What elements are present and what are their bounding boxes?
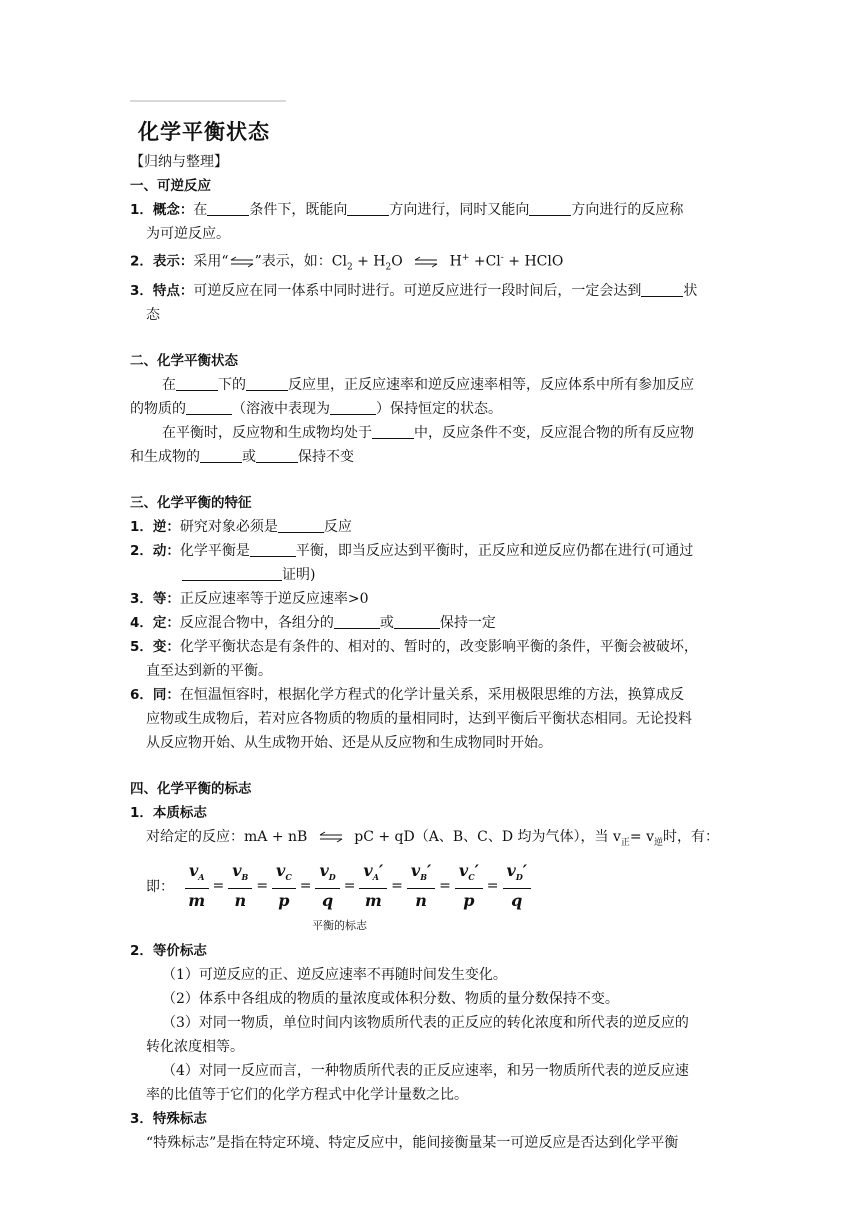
fill-blank bbox=[278, 518, 324, 533]
item-text: 化学平衡状态是有条件的、相对的、暂时的，改变影响平衡的条件，平衡会被破坏， bbox=[179, 639, 698, 656]
item-text: 化学平衡是 bbox=[179, 543, 250, 560]
reaction-text: 时，有： bbox=[663, 829, 719, 846]
equals-sign: = bbox=[299, 878, 312, 895]
s3-item-4 bbox=[130, 611, 735, 635]
equals-sign: = bbox=[486, 878, 499, 895]
rate-fraction bbox=[315, 862, 339, 911]
concept-text-c: 方向进行，同时又能向 bbox=[389, 202, 530, 218]
section-1-heading: 一、可逆反应 bbox=[130, 178, 211, 194]
s4-item-cont: 转化浓度相等。 bbox=[146, 1039, 244, 1056]
s2-text: 下的 bbox=[218, 377, 246, 394]
feature-line-2: 态 bbox=[146, 307, 160, 324]
feature-line bbox=[130, 279, 735, 303]
reaction-text: 对给定的反应：mA + nB bbox=[146, 829, 308, 846]
fill-blank bbox=[176, 376, 218, 391]
fraction-chain bbox=[182, 862, 534, 911]
concept-line bbox=[130, 198, 735, 222]
feat-text-b: 状 bbox=[683, 283, 698, 300]
fill-blank bbox=[641, 282, 683, 297]
s2-para1-line2 bbox=[130, 397, 735, 421]
item-label: 逆： bbox=[152, 519, 180, 536]
repr-label: 表示： bbox=[152, 253, 194, 270]
item-num: 2． bbox=[130, 543, 153, 560]
fill-blank bbox=[347, 201, 389, 216]
equals-sign: = bbox=[439, 878, 451, 895]
s4-reaction-line bbox=[130, 825, 735, 855]
s2-text: 和生成物的 bbox=[130, 449, 200, 466]
repr-text-d: O bbox=[391, 253, 403, 270]
equals-sign: = bbox=[391, 878, 403, 895]
s3-item-5 bbox=[130, 635, 735, 659]
item-num: 4． bbox=[130, 615, 153, 632]
item-text: 反应 bbox=[323, 519, 352, 536]
repr-text-f: +Cl bbox=[469, 253, 501, 270]
item-label: 变： bbox=[152, 639, 180, 656]
concept-text-a: 在 bbox=[193, 202, 208, 218]
s3-item-6 bbox=[130, 683, 735, 707]
feat-num: 3． bbox=[130, 283, 153, 300]
rate-fraction bbox=[455, 862, 483, 911]
rate-ratio-equation bbox=[130, 859, 735, 913]
s2-text: （溶液中表现为 bbox=[232, 401, 330, 418]
reaction-text: = v bbox=[629, 829, 654, 846]
feat-label: 特点： bbox=[152, 283, 194, 300]
repr-text-c: + H bbox=[352, 253, 386, 270]
equals-sign: = bbox=[212, 878, 225, 895]
item-label: 同： bbox=[152, 687, 180, 704]
feat-text-a: 可逆反应在同一体系中同时进行。可逆反应进行一段时间后，一定会达到 bbox=[193, 283, 642, 300]
s2-para2-line1 bbox=[130, 421, 735, 445]
item-text: 研究对象必须是 bbox=[179, 519, 278, 536]
fill-blank bbox=[372, 424, 414, 439]
concept-line-2: 为可逆反应。 bbox=[146, 226, 230, 242]
s3-item-5-cont: 直至达到新的平衡。 bbox=[146, 663, 272, 680]
rate-fraction bbox=[228, 862, 252, 911]
fill-blank bbox=[186, 400, 232, 415]
fill-blank bbox=[200, 448, 242, 463]
repr-text-g: + HClO bbox=[503, 253, 564, 270]
concept-label: 概念： bbox=[152, 202, 194, 218]
fill-blank bbox=[207, 201, 249, 216]
fraction-numerator: $v_D$ bbox=[315, 862, 339, 889]
fraction-denominator: n bbox=[234, 890, 247, 910]
s4-item: （3）对同一物质，单位时间内该物质所代表的正反应的转化浓度和所代表的逆反应的 bbox=[162, 1015, 689, 1032]
fill-blank bbox=[250, 542, 296, 557]
s3-item-6-cont: 应物或生成物后，若对应各物质的物质的量相同时，达到平衡后平衡状态相同。无论投料 bbox=[146, 711, 692, 728]
item-text: 正反应速率等于逆反应速率>0 bbox=[179, 591, 369, 608]
fill-blank bbox=[182, 566, 282, 581]
s2-text: ）保持恒定的状态。 bbox=[376, 401, 502, 418]
repr-num: 2． bbox=[130, 253, 153, 270]
s4-item: （4）对同一反应而言，一种物质所代表的正反应速率，和另一物质所代表的逆反应速 bbox=[162, 1063, 689, 1080]
concept-text-b: 条件下，既能向 bbox=[249, 202, 348, 218]
s2-para2-line2 bbox=[130, 445, 735, 469]
fill-blank bbox=[394, 614, 440, 629]
s2-text: 或 bbox=[242, 449, 256, 466]
title-box bbox=[130, 100, 286, 148]
s4-sub-2-heading: 2．等价标志 bbox=[130, 943, 207, 960]
page-title: 化学平衡状态 bbox=[138, 120, 270, 144]
s3-item-1 bbox=[130, 515, 735, 539]
item-label: 等： bbox=[152, 591, 180, 608]
item-num: 3． bbox=[130, 591, 153, 608]
fraction-numerator: $v_D'$ bbox=[503, 862, 531, 889]
representation-line: 2．表示：采用“ ”表示，如：$Cl_2 + H_2O$ H+ +Cl- + HClO bbox=[130, 253, 564, 273]
fraction-denominator: q bbox=[321, 890, 334, 910]
fraction-numerator: $v_B$ bbox=[228, 862, 252, 889]
fraction-denominator: m bbox=[364, 890, 382, 910]
item-num: 5． bbox=[130, 639, 153, 656]
s2-text: 反应里，正反应速率和逆反应速率相等，反应体系中所有参加反应 bbox=[288, 377, 694, 394]
s2-text: 中，反应条件不变，反应混合物的所有反应物 bbox=[414, 425, 694, 442]
subscript-reverse: 逆 bbox=[653, 838, 663, 849]
subscript-forward: 正 bbox=[620, 838, 630, 849]
equals-sign: = bbox=[343, 878, 356, 895]
reaction-text: pC + qD（A、B、C、D 均为气体），当 v bbox=[354, 829, 621, 846]
summary-heading: 【归纳与整理】 bbox=[130, 154, 228, 170]
fraction-numerator: $v_A'$ bbox=[359, 862, 387, 889]
s2-text: 在 bbox=[162, 377, 176, 394]
equals-sign: = bbox=[256, 878, 269, 895]
section-4-heading: 四、化学平衡的标志 bbox=[130, 781, 252, 798]
fraction-denominator: m bbox=[188, 890, 206, 910]
fraction-denominator: p bbox=[278, 890, 290, 910]
rate-fraction bbox=[272, 862, 296, 911]
fill-blank bbox=[246, 376, 288, 391]
rate-fraction bbox=[185, 862, 209, 911]
s4-item-cont: 率的比值等于它们的化学方程式中化学计量数之比。 bbox=[146, 1087, 468, 1104]
s4-item: （1）可逆反应的正、逆反应速率不再随时间发生变化。 bbox=[162, 967, 507, 984]
s4-sub-1-heading: 1．本质标志 bbox=[130, 805, 207, 822]
item-label: 动： bbox=[152, 543, 180, 560]
fraction-numerator: $v_B'$ bbox=[407, 862, 435, 889]
fill-blank bbox=[529, 201, 571, 216]
s4-sub-3-heading: 3．特殊标志 bbox=[130, 1111, 207, 1128]
s3-item-2-cont bbox=[130, 563, 735, 587]
item-num: 1． bbox=[130, 519, 153, 536]
concept-num: 1． bbox=[130, 202, 153, 218]
item-text: 证明) bbox=[282, 567, 316, 584]
s4-item: （2）体系中各组成的物质的量浓度或体积分数、物质的量分数保持不变。 bbox=[162, 991, 619, 1008]
s3-item-6-cont: 从反应物开始、从生成物开始、还是从反应物和生成物同时开始。 bbox=[146, 735, 552, 752]
reversible-arrow-icon bbox=[229, 256, 255, 268]
document-page bbox=[130, 100, 735, 1155]
item-text: 保持一定 bbox=[439, 615, 496, 632]
rate-fraction bbox=[407, 862, 435, 911]
item-text: 平衡，即当反应达到平衡时，正反应和逆反应仍都在进行(可通过 bbox=[295, 543, 694, 560]
fraction-denominator: q bbox=[511, 890, 523, 910]
item-text: 或 bbox=[379, 615, 394, 632]
section-2-heading: 二、化学平衡状态 bbox=[130, 353, 238, 370]
ratio-prefix: 即： bbox=[146, 879, 174, 896]
s2-text: 的物质的 bbox=[130, 401, 186, 418]
fraction-numerator: $v_C$ bbox=[272, 862, 296, 889]
concept-text-d: 方向进行的反应称 bbox=[571, 202, 684, 218]
equilibrium-caption: 平衡的标志 bbox=[312, 919, 367, 933]
reversible-arrow-icon bbox=[413, 256, 439, 268]
fill-blank bbox=[256, 448, 298, 463]
fraction-numerator: $v_A$ bbox=[185, 862, 209, 889]
section-3-heading: 三、化学平衡的特征 bbox=[130, 495, 252, 512]
item-text: 在恒温恒容时，根据化学方程式的化学计量关系，采用极限思维的方法，换算成反 bbox=[179, 687, 684, 704]
fraction-denominator: p bbox=[463, 890, 475, 910]
fraction-numerator: $v_C'$ bbox=[455, 862, 483, 889]
s2-text: 保持不变 bbox=[298, 449, 354, 466]
s2-para1-line1 bbox=[130, 373, 735, 397]
item-num: 6． bbox=[130, 687, 153, 704]
item-label: 定： bbox=[152, 615, 180, 632]
repr-text-a: 采用“ bbox=[193, 253, 229, 270]
rate-fraction bbox=[503, 862, 531, 911]
s3-item-3 bbox=[130, 587, 735, 611]
reversible-arrow-icon bbox=[318, 831, 344, 843]
fill-blank bbox=[330, 400, 376, 415]
fraction-denominator: n bbox=[415, 890, 427, 910]
s3-item-2 bbox=[130, 539, 735, 563]
repr-text-e: H bbox=[449, 253, 462, 270]
item-text: 反应混合物中，各组分的 bbox=[179, 615, 334, 632]
fill-blank bbox=[334, 614, 380, 629]
s2-text: 在平衡时，反应物和生成物均处于 bbox=[162, 425, 372, 442]
rate-fraction bbox=[359, 862, 387, 911]
repr-text-b: ”表示，如：Cl bbox=[254, 253, 347, 270]
s4-special-text: “特殊标志”是指在特定环境、特定反应中，能间接衡量某一可逆反应是否达到化学平衡 bbox=[146, 1135, 679, 1152]
